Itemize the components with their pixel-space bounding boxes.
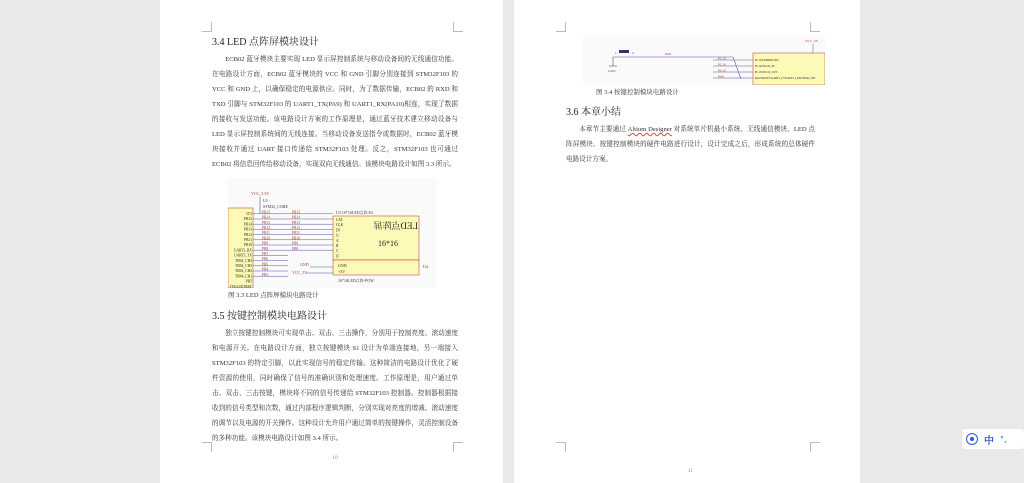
net-label: PA0 xyxy=(718,74,724,79)
led-size: 16*16 xyxy=(378,239,398,248)
led-title: LED点阵屏 xyxy=(373,221,418,231)
designator: U1 xyxy=(263,198,268,203)
pin-label: UART3_RX xyxy=(233,248,252,253)
net-label: PB8 xyxy=(292,246,299,251)
net-label: PB13 xyxy=(292,220,300,225)
section-heading-3-5: 3.5 按键控制模块电路设计 xyxy=(212,311,327,322)
pin-label: TIM4_CH1 xyxy=(235,274,252,279)
net-label: PB11 xyxy=(262,231,270,236)
pin-label: PB12 xyxy=(244,232,252,237)
paragraph-3-6 xyxy=(566,122,815,167)
led-pin-label: D xyxy=(336,254,339,259)
page-number: 11 xyxy=(687,468,694,474)
page-content xyxy=(160,0,503,470)
net-label: PB6 xyxy=(262,257,269,262)
pin-number: 2 xyxy=(632,51,634,55)
section-heading-3-6: 3.6 本章小结 xyxy=(566,107,621,118)
led-pin-label: A xyxy=(336,238,339,243)
net-label: PB5 xyxy=(262,262,269,267)
punctuation-toggle[interactable]: °, xyxy=(1000,434,1007,444)
net-label: PB12 xyxy=(292,226,300,230)
net-label: GND xyxy=(608,69,616,73)
ime-icon[interactable] xyxy=(966,433,978,445)
pin-label: GND xyxy=(338,263,347,268)
text: 本章节主要通过 xyxy=(579,126,628,133)
pin-label: PB10 xyxy=(244,243,252,248)
led-pin-label: C xyxy=(336,249,339,254)
led-pin-label: DI xyxy=(336,228,340,233)
text: 对系统单片机最小系统、无线通信模块、LED 点阵屏模块、按键控制模块的硬件电路进行设计，设计完成之后，形成系统的总体硬件电路设计方案。 xyxy=(566,126,815,163)
net-label: PB9 xyxy=(262,241,269,246)
net-label: PC14 xyxy=(718,62,726,67)
net-label: PB11 xyxy=(292,231,300,236)
net-label: PB10 xyxy=(262,236,270,241)
document-page-11 xyxy=(514,0,860,483)
paragraph-3-4: ECB02 蓝牙模块主要实现 LED 显示屏控制系统与移动设备间的无线通信功能。在电路设计方面，ECB02 蓝牙模块的 VCC 和 GND 引脚分别连接到 STM32F103 的 VCC 和 GND 上，以确保稳定的电源供应。同时，为了数据传输，ECB02 的 RXD 和 TXD 引脚与 STM32F103 的 UART1_TX(PA9) 和 UART1_RX(PA10)相连，实现了数据的接收与发送功能。该电路设计方案的工作原理是，通过蓝牙技术建立移动设备与 LED 显示屏控制系统间的无线连接。当移动设备发送指令或数据时，ECB02 蓝牙模块接收并通过 UART 接口传递给 STM32F103 处理。反之，STM32F103 也可通过 ECB02 将信息回传给移动设备，实现双向无线通信。该模块电路设计如图 3.3 所示。 xyxy=(212,56,458,168)
net-label: PB4 xyxy=(262,267,269,272)
net-label: PB3 xyxy=(262,272,269,277)
component-label: U3 16*16LED点阵-IO xyxy=(336,210,374,215)
pin-label: PB14 xyxy=(244,222,252,227)
net-label: PB15 xyxy=(262,210,270,215)
pin-label: PC14/OSC32_IN xyxy=(755,65,775,68)
component-label: 16*16LED点阵-POW xyxy=(338,278,374,283)
net-label: PB14 xyxy=(262,215,270,220)
pin-label: +5V xyxy=(338,269,346,274)
net-label: PB14 xyxy=(292,215,300,220)
net-label: PB15 xyxy=(292,210,300,215)
pin-label: PA0/WKUP/USART2_CTS/ADC12_IN0/TIM2_CH1 xyxy=(755,77,816,80)
net-label: PB12 xyxy=(262,226,270,230)
section-heading-3-4: 3.4 LED 点阵屏模块设计 xyxy=(212,37,319,48)
document-page-10 xyxy=(160,0,503,483)
designator: U4 xyxy=(423,264,428,269)
spellcheck-word: Altium Designer xyxy=(627,126,672,133)
led-pin-label: LAT xyxy=(336,218,343,222)
pin-number: 1 xyxy=(615,51,617,55)
net-label: PC13 xyxy=(718,56,726,61)
net-label: PA0 xyxy=(665,52,671,56)
net-label: PB10 xyxy=(292,236,300,241)
net-label: VCC_5V xyxy=(292,270,308,275)
figure-3-3-caption: 图 3.3 LED 点阵屏模块电路设计 xyxy=(228,292,319,299)
pin-label: PB15 xyxy=(244,217,252,222)
net-label: GND xyxy=(300,262,309,267)
ime-toolbar[interactable] xyxy=(962,429,1024,449)
net-label: VCC_3.3V xyxy=(251,191,270,196)
led-pin-label: B xyxy=(336,244,339,248)
pin-label: TIM4_CH4 xyxy=(235,258,252,263)
pin-label: TIM4_CH3 xyxy=(235,264,252,268)
component-label: STM32_CORE xyxy=(263,204,288,209)
net-label: PB8 xyxy=(262,246,269,251)
net-label: PB9 xyxy=(292,241,299,246)
page-number: 10 xyxy=(332,455,338,461)
pin-label: UART3_TX xyxy=(234,253,252,258)
pin-label: JTAG/NJTRST xyxy=(229,284,252,288)
page-content xyxy=(514,0,860,483)
pin-label: TIM4_CH2 xyxy=(235,269,252,274)
pin-label: PB5 xyxy=(245,279,252,284)
figure-3-4-caption: 图 3.4 按键控制模块电路设计 xyxy=(596,89,679,96)
net-label: PB7 xyxy=(262,252,269,256)
led-pin-label: G xyxy=(336,233,339,238)
net-label: PC15 xyxy=(718,68,726,73)
figure-3-4-schematic xyxy=(583,35,825,85)
led-pin-label: CLK xyxy=(336,223,344,228)
net-label: VCC_5V xyxy=(805,39,819,43)
figure-3-3-schematic xyxy=(228,178,436,288)
pin-label: PB11 xyxy=(244,238,252,242)
net-label: PB13 xyxy=(262,220,270,225)
paragraph-3-5: 独立按键控制模块可实现单击、双击、三击操作，分别用于控制亮度、滚动速度和电源开关。在电路设计方面，独立按键模块 S1 设计为单端连接地，另一端接入 STM32F103 的特定引脚，以此实现信号的稳定传输。这种简洁的电路设计优化了硬件资源的使用，同时确保了信号的准确识别和处理速度。工作原理是，用户通过单击、双击、三击按键，模块将不同的信号传递给 STM32F103 控制器。控制器根据接收到的信号类型和次数，通过内部程序逻辑判断，分别实现对亮度的增减、滚动速度的调节以及电源的开关操作。这种设计允许用户通过简单的按键操作，灵活控制设备的多种功能。该模块电路设计如图 3.4 所示。 xyxy=(212,330,458,442)
pin-label: PC15/OSC32_OUT xyxy=(755,71,778,74)
pin-label: PB13 xyxy=(244,227,252,232)
pin-label: 3V3 xyxy=(245,212,252,216)
ime-language-toggle[interactable]: 中 xyxy=(984,435,994,447)
pin-label: PC13/TAMPER-RTC xyxy=(755,59,780,62)
